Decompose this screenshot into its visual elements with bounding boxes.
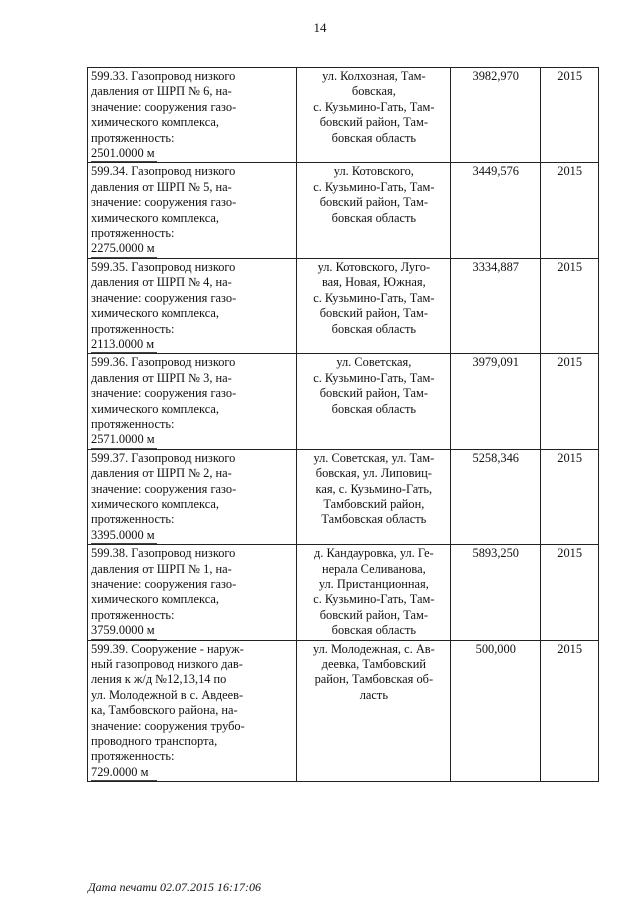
object-address: ул. Котовского, Луго- вая, Новая, Южная, с. Кузьмино-Гать, Там- бовский район, Там- бовская область bbox=[313, 259, 435, 336]
page-number: 14 bbox=[313, 20, 327, 35]
table-body bbox=[88, 68, 599, 782]
cost-cell bbox=[451, 258, 541, 353]
object-year: 2015 bbox=[557, 164, 583, 179]
object-name: 599.39. Сооружение - наруж- ный газопровод низкого дав- ления к ж/д №12,13,14 по ул. Молодежной в с. Авдеев- ка, Тамбовского района, на- значение: сооружения трубо- проводного транспорта, протяженность: bbox=[91, 641, 245, 764]
object-length: 3759.0000 м bbox=[91, 623, 157, 639]
object-name-cell bbox=[88, 640, 297, 782]
year-cell bbox=[541, 68, 599, 163]
object-cost: 500,000 bbox=[475, 641, 516, 656]
cost-cell bbox=[451, 545, 541, 640]
cost-cell bbox=[451, 640, 541, 782]
address-cell bbox=[297, 163, 451, 258]
table-row bbox=[88, 449, 599, 544]
object-year: 2015 bbox=[557, 450, 583, 465]
object-name-cell bbox=[88, 163, 297, 258]
object-name-cell bbox=[88, 68, 297, 163]
address-cell bbox=[297, 258, 451, 353]
object-cost: 3979,091 bbox=[472, 355, 519, 370]
address-cell bbox=[297, 68, 451, 163]
object-name-cell bbox=[88, 354, 297, 449]
property-registry-table bbox=[87, 67, 599, 782]
object-address: ул. Колхозная, Там- бовская, с. Кузьмино-Гать, Там- бовский район, Там- бовская область bbox=[313, 69, 435, 145]
object-address: ул. Молодежная, с. Ав- деевка, Тамбовский район, Тамбовская об- ласть bbox=[312, 641, 435, 702]
object-length: 3395.0000 м bbox=[91, 528, 157, 544]
year-cell bbox=[541, 354, 599, 449]
cost-cell bbox=[451, 68, 541, 163]
object-name-cell bbox=[88, 449, 297, 544]
object-length: 2571.0000 м bbox=[91, 432, 157, 448]
object-cost: 3449,576 bbox=[472, 164, 519, 179]
object-year: 2015 bbox=[557, 641, 583, 656]
object-address: ул. Советская, с. Кузьмино-Гать, Там- бовский район, Там- бовская область bbox=[313, 355, 435, 416]
object-cost: 3334,887 bbox=[472, 259, 519, 274]
year-cell bbox=[541, 545, 599, 640]
table-row bbox=[88, 354, 599, 449]
address-cell bbox=[297, 640, 451, 782]
object-address: д. Кандауровка, ул. Ге- нерала Селиванова, ул. Пристанционная, с. Кузьмино-Гать, Там- бовский район, Там- бовская область bbox=[313, 546, 435, 638]
table-row bbox=[88, 545, 599, 640]
table-row bbox=[88, 163, 599, 258]
table-row bbox=[88, 68, 599, 163]
address-cell bbox=[297, 354, 451, 449]
object-name: 599.38. Газопровод низкого давления от ШРП № 1, на- значение: сооружения газо- химического комплекса, протяженность: bbox=[91, 546, 237, 622]
object-year: 2015 bbox=[557, 259, 583, 274]
object-name-cell bbox=[88, 258, 297, 353]
cost-cell bbox=[451, 163, 541, 258]
cost-cell bbox=[451, 449, 541, 544]
year-cell bbox=[541, 163, 599, 258]
cost-cell bbox=[451, 354, 541, 449]
address-cell bbox=[297, 545, 451, 640]
object-address: ул. Советская, ул. Там- бовская, ул. Липовиц- кая, с. Кузьмино-Гать, Тамбовский район, Тамбовская область bbox=[313, 450, 435, 527]
object-year: 2015 bbox=[557, 355, 583, 370]
object-name: 599.34. Газопровод низкого давления от ШРП № 5, на- значение: сооружения газо- химического комплекса, протяженность: bbox=[91, 164, 237, 241]
object-name-cell bbox=[88, 545, 297, 640]
object-address: ул. Котовского, с. Кузьмино-Гать, Там- бовский район, Там- бовская область bbox=[313, 164, 435, 225]
table-row bbox=[88, 640, 599, 782]
year-cell bbox=[541, 640, 599, 782]
object-length: 2501.0000 м bbox=[91, 146, 157, 162]
object-length: 2113.0000 м bbox=[91, 337, 157, 353]
object-length: 729.0000 м bbox=[91, 765, 157, 781]
year-cell bbox=[541, 449, 599, 544]
object-name: 599.33. Газопровод низкого давления от ШРП № 6, на- значение: сооружения газо- химического комплекса, протяженность: bbox=[91, 69, 237, 145]
object-year: 2015 bbox=[557, 546, 583, 561]
object-length: 2275.0000 м bbox=[91, 241, 157, 257]
print-date-footer: Дата печати 02.07.2015 16:17:06 bbox=[88, 880, 261, 894]
object-name: 599.36. Газопровод низкого давления от ШРП № 3, на- значение: сооружения газо- химического комплекса, протяженность: bbox=[91, 355, 237, 431]
object-cost: 5258,346 bbox=[472, 450, 519, 465]
object-cost: 5893,250 bbox=[472, 546, 519, 561]
object-name: 599.35. Газопровод низкого давления от ШРП № 4, на- значение: сооружения газо- химического комплекса, протяженность: bbox=[91, 259, 237, 336]
table-row bbox=[88, 258, 599, 353]
address-cell bbox=[297, 449, 451, 544]
object-year: 2015 bbox=[557, 69, 583, 83]
year-cell bbox=[541, 258, 599, 353]
object-name: 599.37. Газопровод низкого давления от ШРП № 2, на- значение: сооружения газо- химического комплекса, протяженность: bbox=[91, 450, 237, 527]
object-cost: 3982,970 bbox=[472, 69, 519, 83]
